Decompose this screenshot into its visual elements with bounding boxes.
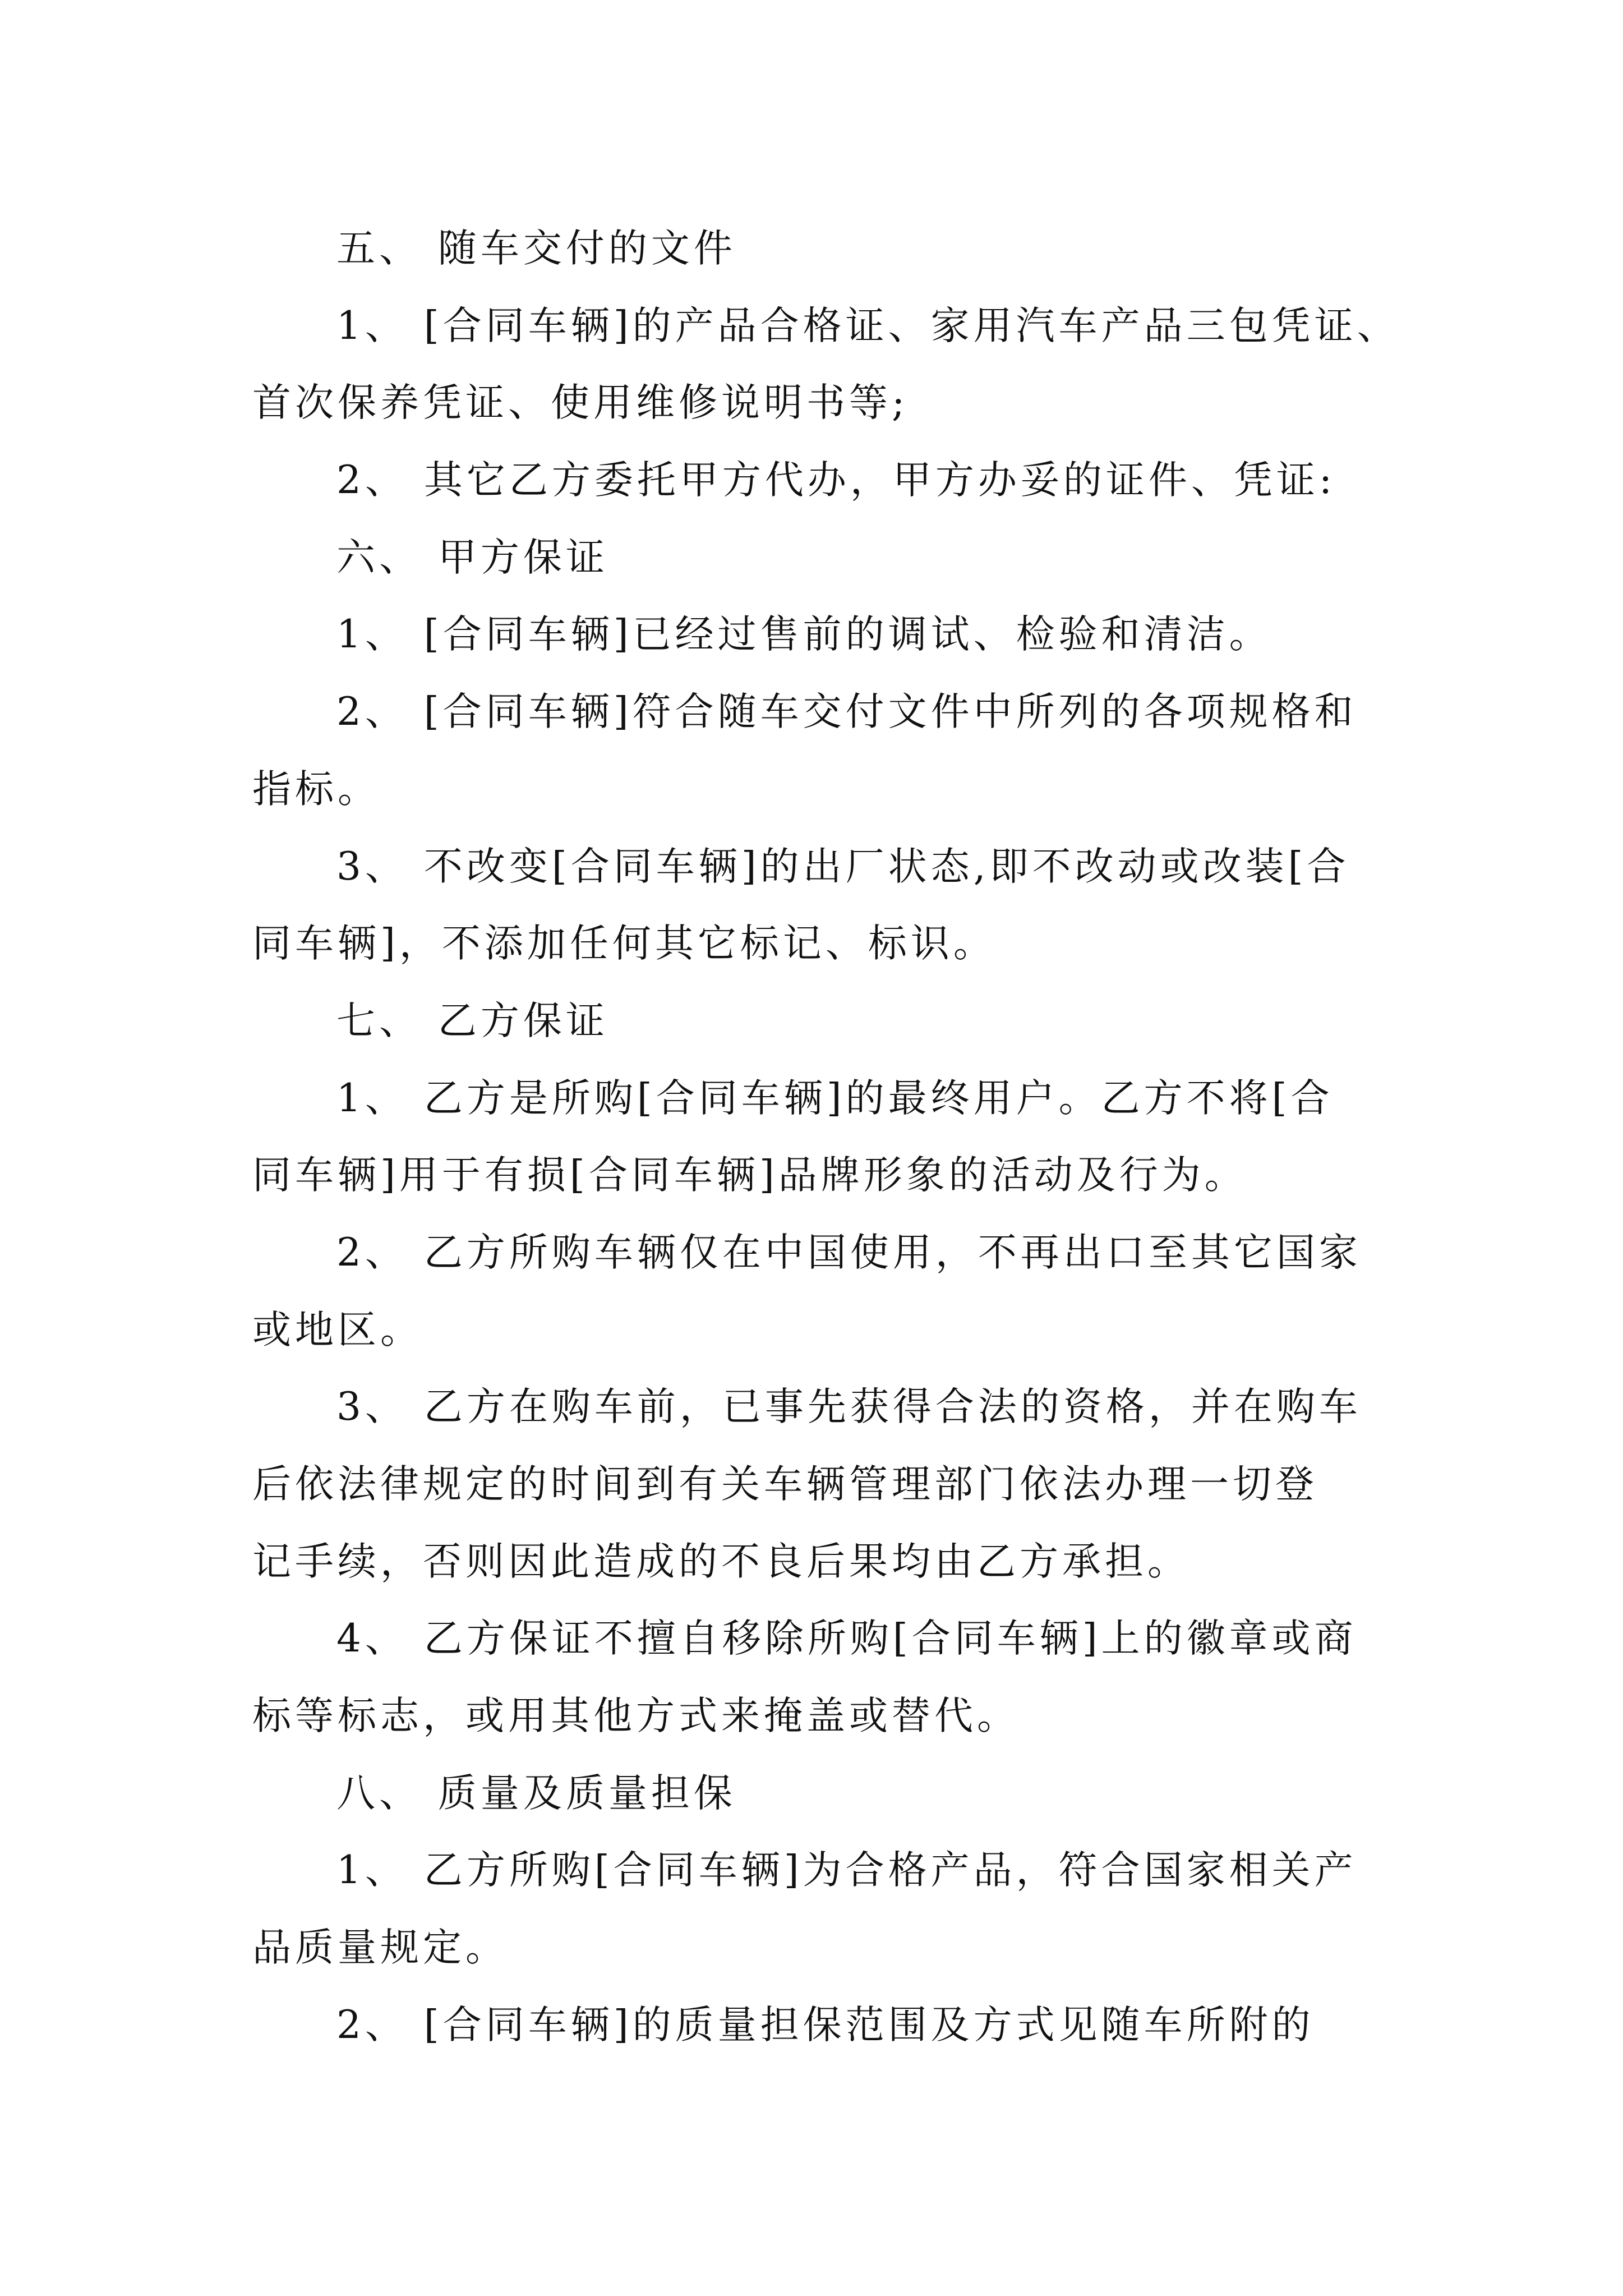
paragraph-line: 标等标志，或用其他方式来掩盖或替代。 (252, 1694, 1020, 1739)
section-heading-5: 五、 随车交付的文件 (336, 226, 736, 271)
paragraph-line: 1、 [合同车辆]已经过售前的调试、检验和清洁。 (336, 612, 1272, 657)
paragraph-line: 1、 乙方是所购[合同车辆]的最终用户。乙方不将[合 (336, 1075, 1334, 1121)
paragraph-line: 4、 乙方保证不擅自移除所购[合同车辆]上的徽章或商 (336, 1616, 1357, 1662)
paragraph-line: 2、 乙方所购车辆仅在中国使用，不再出口至其它国家 (336, 1230, 1362, 1275)
section-heading-8: 八、 质量及质量担保 (336, 1770, 736, 1816)
paragraph-line: 2、 [合同车辆]符合随车交付文件中所列的各项规格和 (336, 689, 1357, 735)
section-heading-7: 七、 乙方保证 (336, 998, 608, 1043)
paragraph-line: 首次保养凭证、使用维修说明书等; (252, 380, 909, 426)
paragraph-line: 3、 乙方在购车前，已事先获得合法的资格，并在购车 (336, 1384, 1362, 1430)
paragraph-line: 3、 不改变[合同车辆]的出厂状态,即不改动或改装[合 (336, 844, 1350, 889)
paragraph-line: 指标。 (252, 766, 380, 812)
paragraph-line: 后依法律规定的时间到有关车辆管理部门依法办理一切登 (252, 1462, 1318, 1507)
paragraph-line: 1、 乙方所购[合同车辆]为合格产品，符合国家相关产 (336, 1848, 1357, 1893)
section-heading-6: 六、 甲方保证 (336, 535, 608, 580)
document-body (252, 210, 1400, 2064)
paragraph-line: 同车辆]，不添加任何其它标记、标识。 (252, 921, 996, 967)
paragraph-line: 2、 [合同车辆]的质量担保范围及方式见随车所附的 (336, 2002, 1315, 2047)
paragraph-line: 记手续，否则因此造成的不良后果均由乙方承担。 (252, 1539, 1190, 1584)
paragraph-line: 品质量规定。 (252, 1925, 508, 1971)
paragraph-line: 同车辆]用于有损[合同车辆]品牌形象的活动及行为。 (252, 1153, 1247, 1198)
paragraph-line: 或地区。 (252, 1307, 423, 1352)
paragraph-line: 1、 [合同车辆]的产品合格证、家用汽车产品三包凭证、 (336, 303, 1400, 348)
paragraph-line: 2、 其它乙方委托甲方代办，甲方办妥的证件、凭证: (336, 458, 1336, 503)
